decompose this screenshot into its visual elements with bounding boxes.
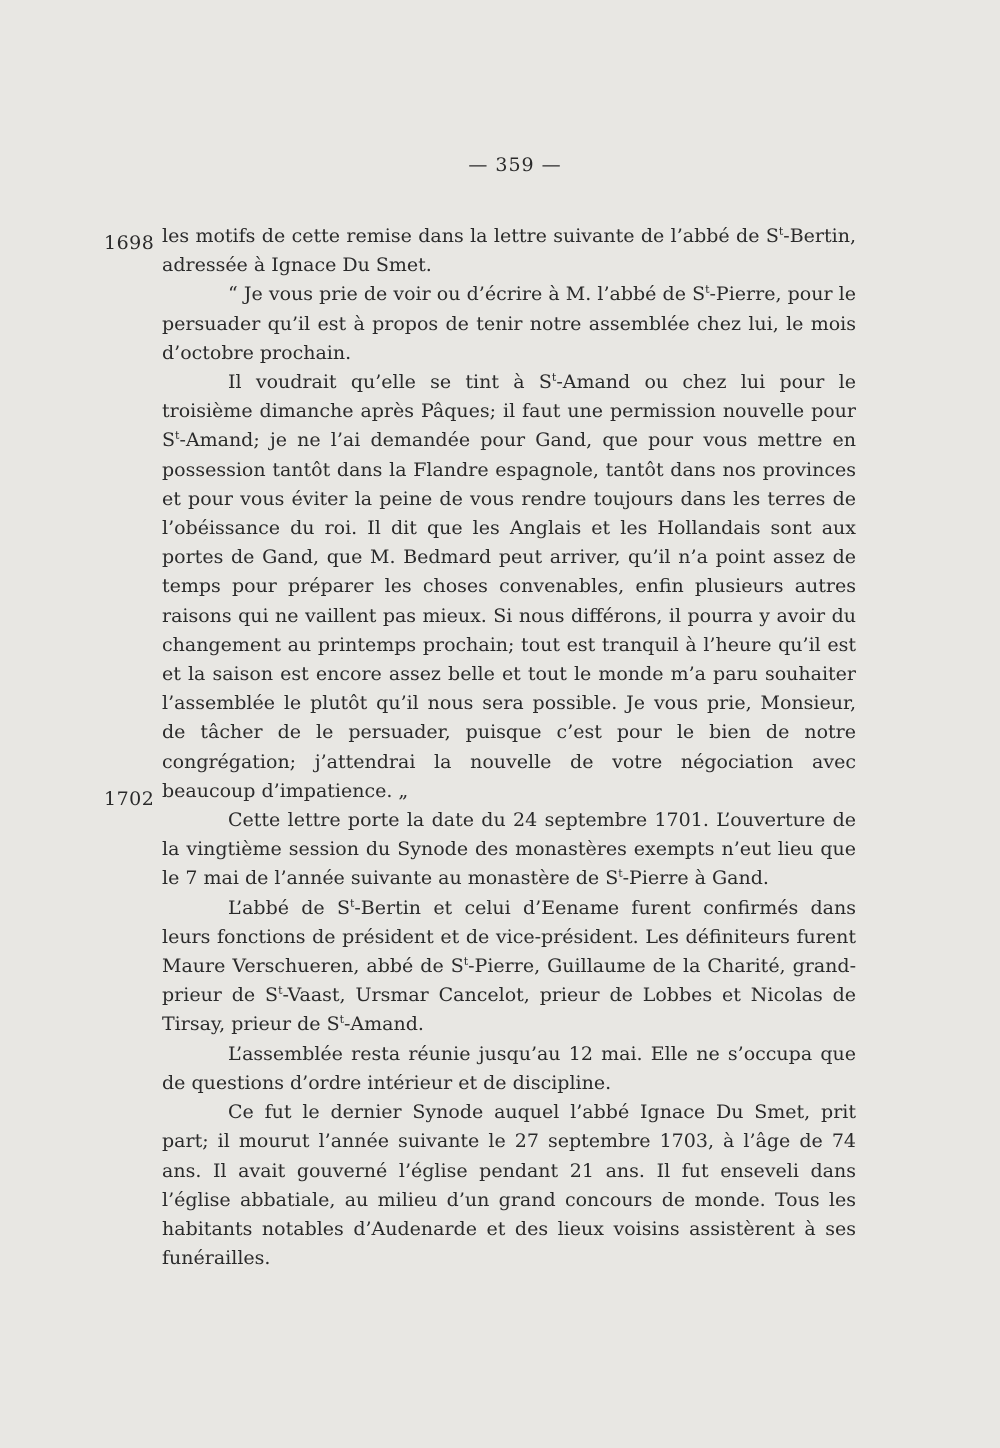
superscript-abbrev: t — [778, 225, 784, 238]
paragraph — [162, 368, 856, 806]
paragraph — [162, 1098, 856, 1273]
paragraph — [162, 806, 856, 894]
paragraph-text: -Pierre, Guillaume de la Charité, grand-prieur de S — [162, 955, 857, 1007]
superscript-abbrev: t — [618, 867, 623, 881]
body-text — [162, 222, 856, 1273]
superscript-abbrev: t — [551, 371, 557, 385]
page-number: — 359 — — [468, 154, 562, 176]
paragraph-text: -Amand. — [344, 1013, 424, 1036]
paragraph-text: -Pierre à Gand. — [622, 867, 769, 890]
superscript-abbrev: t — [278, 984, 283, 998]
superscript-abbrev: t — [705, 283, 710, 297]
paragraph — [162, 280, 856, 368]
superscript-abbrev: t — [339, 1013, 345, 1027]
superscript-abbrev: t — [175, 429, 180, 443]
paragraph-text: Cette lettre porte la date du 24 septembre 1701. L’ouverture de la vingtième session du Synode des monastères exempts n’eut lieu que le 7 mai de l’année suivante au monastère de S — [162, 809, 856, 890]
paragraph — [162, 1040, 856, 1098]
paragraph-text: -Amand ou chez lui pour le troisième dimanche après Pâques; il faut une permission nouvelle pour S — [162, 371, 856, 452]
superscript-abbrev: t — [463, 955, 469, 969]
superscript-abbrev: t — [349, 896, 355, 910]
paragraph — [162, 222, 856, 280]
paragraph-text: -Bertin et celui d’Eename furent confirmés dans leurs fonctions de président et de vice-président. Les définiteurs furent Maure Verschueren, abbé de S — [162, 896, 856, 978]
paragraph-text: L’abbé de S — [228, 896, 350, 919]
paragraph-text: -Amand; je ne l’ai demandée pour Gand, que pour vous mettre en possession tantôt dans la Flandre espagnole, tantôt dans nos provinces et pour vous éviter la peine de vous rendre toujours dans les terres de l’obéissance du roi. Il dit que les Anglais et les Hollandais sont aux portes de Gand, que M. Bedmard peut arriver, qu’il n’a point assez de temps pour préparer les choses convenables, enfin plusieurs autres raisons qui ne vaillent pas mieux. Si nous différons, il pourra y avoir du changement au printemps prochain; tout est tranquil à l’heure qu’il est et la saison est encore assez belle et tout le monde m’a paru souhaiter l’assemblée le plutôt qu’il nous sera possible. Je vous prie, Monsieur, de tâcher de le persuader, puisque c’est pour le bien de notre congrégation; j’attendrai la nouvelle de votre négociation avec beaucoup d’impatience. „ — [162, 429, 856, 802]
paragraph — [162, 894, 856, 1040]
paragraph-text: L’assemblée resta réunie jusqu’au 12 mai. Elle ne s’occupa que de questions d’ordre intérieur et de discipline. — [162, 1042, 856, 1094]
paragraph-text: les motifs de cette remise dans la lettre suivante de l’abbé de S — [162, 225, 779, 247]
paragraph-text: “ Je vous prie de voir ou d’écrire à M. l’abbé de S — [228, 283, 706, 306]
paragraph-text: -Bertin, adressée à Ignace Du Smet. — [162, 225, 856, 277]
paragraph-text: Il voudrait qu’elle se tint à S — [228, 371, 552, 394]
paragraph-text: -Vaast, Ursmar Cancelot, prieur de Lobbes et Nicolas de Tirsay, prieur de S — [162, 984, 856, 1036]
paragraph-text: -Pierre, pour le persuader qu’il est à propos de tenir notre assemblée chez lui, le mois d’octobre prochain. — [162, 283, 856, 364]
margin-year-1698: 1698 — [104, 232, 155, 254]
margin-year-1702: 1702 — [104, 788, 155, 810]
paragraph-text: Ce fut le dernier Synode auquel l’abbé Ignace Du Smet, prit part; il mourut l’année suivante le 27 septembre 1703, à l’âge de 74 ans. Il avait gouverné l’église pendant 21 ans. Il fut enseveli dans l’église abbatiale, au milieu d’un grand concours de monde. Tous les habitants notables d’Audenarde et des lieux voisins assistèrent à ses funérailles. — [162, 1101, 856, 1270]
